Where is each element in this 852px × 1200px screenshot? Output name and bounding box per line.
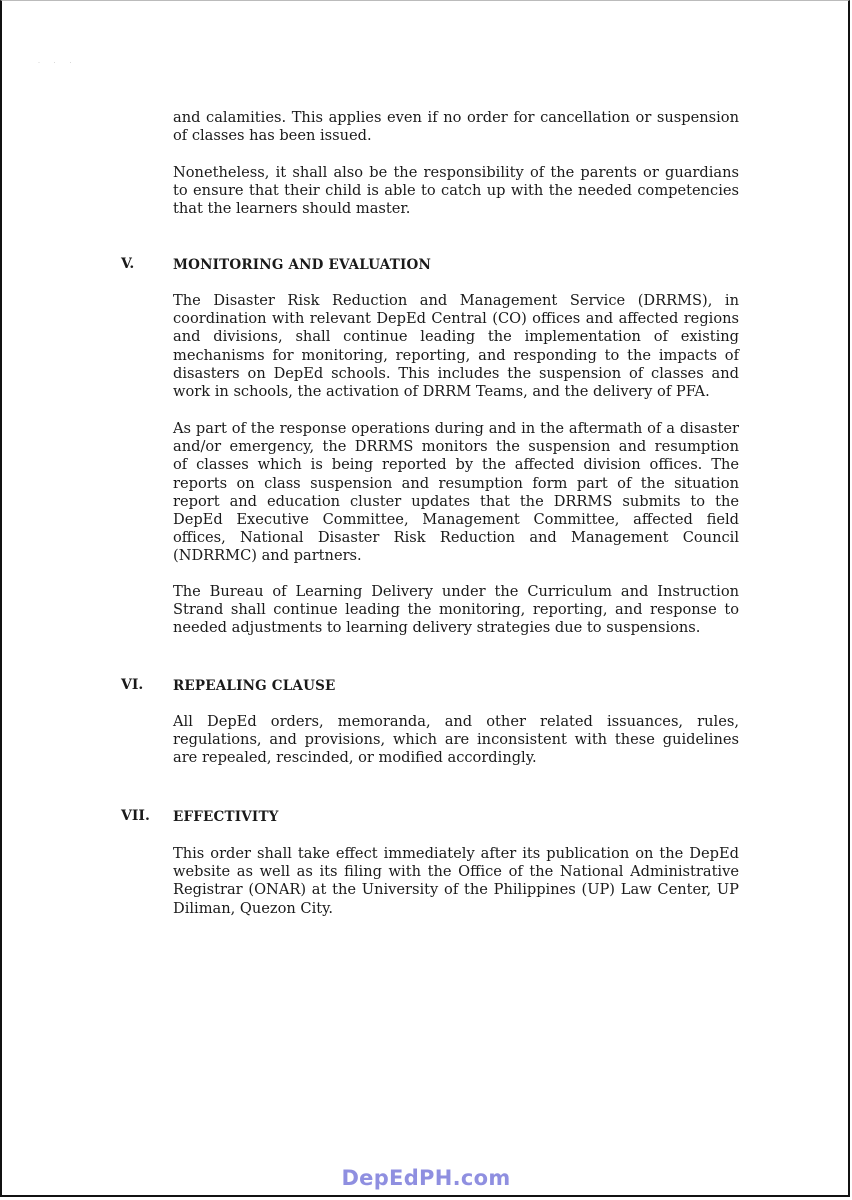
section-v-title: MONITORING AND EVALUATION <box>173 257 431 273</box>
text-line: (NDRRMC) and partners. <box>173 547 362 565</box>
text-line: of classes which is being reported by the affected division offices. The <box>173 456 739 474</box>
text-line: coordination with relevant DepEd Central (CO) offices and affected regions <box>173 310 739 328</box>
scan-artifact: · · · <box>38 60 78 66</box>
text-line: DepEd Executive Committee, Management Committee, affected field <box>173 511 739 529</box>
intro-paragraph-2 <box>173 164 739 219</box>
text-line: This order shall take effect immediately after its publication on the DepEd <box>173 845 739 862</box>
text-line: Diliman, Quezon City. <box>173 899 334 917</box>
text-line: All DepEd orders, memoranda, and other related issuances, rules, <box>173 713 739 730</box>
section-v-paragraph-2 <box>173 420 739 566</box>
text-line: are repealed, rescinded, or modified accordingly. <box>173 749 537 767</box>
section-vii-number: VII. <box>121 808 150 824</box>
text-line: disasters on DepEd schools. This includes the suspension of classes and <box>173 364 739 382</box>
text-line: report and education cluster updates that the DRRMS submits to the <box>173 492 739 510</box>
section-vi-title: REPEALING CLAUSE <box>173 678 336 694</box>
text-line: Registrar (ONAR) at the University of the Philippines (UP) Law Center, UP <box>173 881 739 899</box>
text-line: offices, National Disaster Risk Reduction and Management Council <box>173 529 739 547</box>
text-line: and calamities. This applies even if no order for cancellation or suspension <box>173 109 739 126</box>
section-v-paragraph-3 <box>173 583 739 638</box>
text-line: The Bureau of Learning Delivery under the Curriculum and Instruction <box>173 583 739 600</box>
text-line: Strand shall continue leading the monitoring, reporting, and response to <box>173 601 739 619</box>
watermark-link[interactable]: DepEdPH.com <box>341 1166 511 1190</box>
section-v-number: V. <box>121 256 135 272</box>
text-line: reports on class suspension and resumption form part of the situation <box>173 474 739 492</box>
text-line: The Disaster Risk Reduction and Management Service (DRRMS), in <box>173 292 739 309</box>
section-vii-title: EFFECTIVITY <box>173 809 279 825</box>
text-line: and/or emergency, the DRRMS monitors the suspension and resumption <box>173 438 739 456</box>
text-line: of classes has been issued. <box>173 127 372 145</box>
text-line: that the learners should master. <box>173 200 411 218</box>
text-line: work in schools, the activation of DRRM Teams, and the delivery of PFA. <box>173 383 710 401</box>
intro-paragraph-1 <box>173 109 739 145</box>
text-line: to ensure that their child is able to catch up with the needed competencies <box>173 182 739 200</box>
section-vi-number: VI. <box>121 677 144 693</box>
text-line: Nonetheless, it shall also be the responsibility of the parents or guardians <box>173 164 739 181</box>
text-line: mechanisms for monitoring, reporting, and responding to the impacts of <box>173 346 739 364</box>
text-line: website as well as its filing with the Office of the National Administrative <box>173 863 739 881</box>
section-vii-paragraph-1 <box>173 845 739 918</box>
text-line: As part of the response operations during and in the aftermath of a disaster <box>173 420 739 437</box>
text-line: regulations, and provisions, which are inconsistent with these guidelines <box>173 731 739 749</box>
text-line: and divisions, shall continue leading the implementation of existing <box>173 328 739 346</box>
text-line: needed adjustments to learning delivery strategies due to suspensions. <box>173 619 701 637</box>
section-v-paragraph-1 <box>173 292 739 401</box>
section-vi-paragraph-1 <box>173 713 739 768</box>
